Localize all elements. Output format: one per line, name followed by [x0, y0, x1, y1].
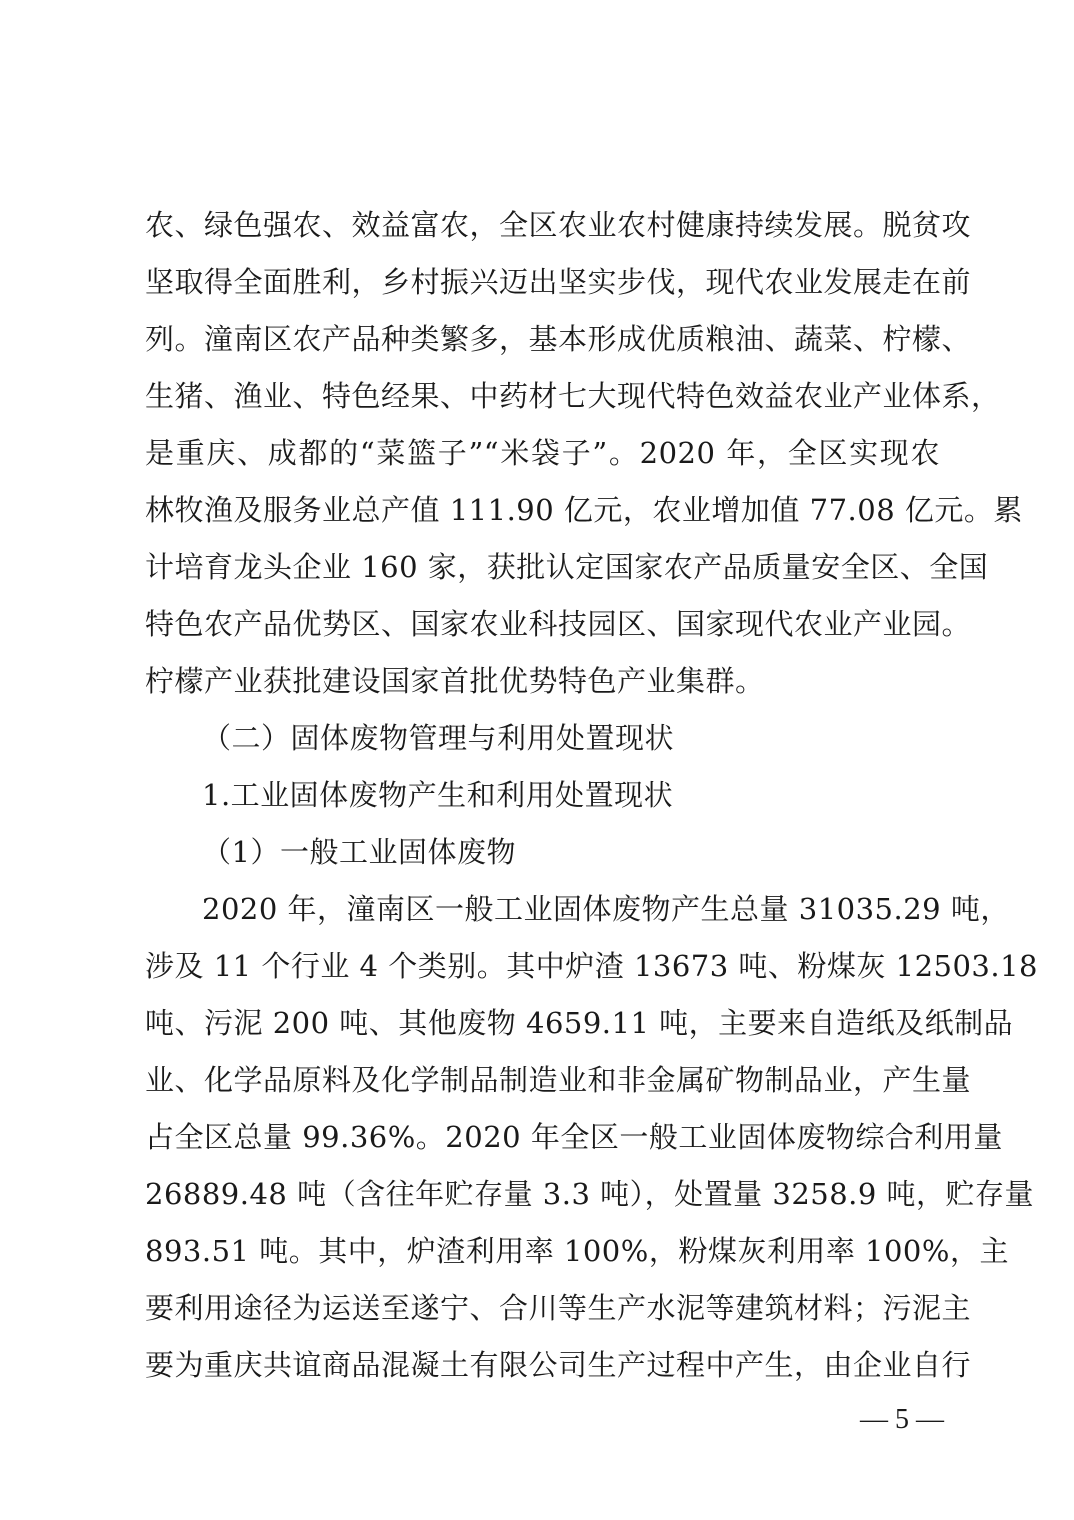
paragraph-line: 特色农产品优势区、国家农业科技园区、国家现代农业产业园。 [145, 607, 972, 641]
subsection-heading: 1.工业固体废物产生和利用处置现状 [202, 778, 674, 812]
section-heading: （二）固体废物管理与利用处置现状 [202, 721, 675, 755]
page-number: — 5 — [860, 1404, 944, 1435]
paragraph-line: 要为重庆共谊商品混凝土有限公司生产过程中产生，由企业自行 [145, 1348, 972, 1382]
paragraph-line: 生猪、渔业、特色经果、中药材七大现代特色效益农业产业体系， [145, 379, 1001, 413]
paragraph-line: 涉及 11 个行业 4 个类别。其中炉渣 13673 吨、粉煤灰 12503.18 [145, 949, 1039, 983]
paragraph-line: 要利用途径为运送至遂宁、合川等生产水泥等建筑材料；污泥主 [145, 1291, 972, 1325]
paragraph-line: 占全区总量 99.36%。2020 年全区一般工业固体废物综合利用量 [145, 1120, 1003, 1154]
paragraph-line: 列。潼南区农产品种类繁多，基本形成优质粮油、蔬菜、柠檬、 [145, 322, 972, 356]
paragraph-line: 893.51 吨。其中，炉渣利用率 100%，粉煤灰利用率 100%，主 [145, 1234, 1009, 1268]
paragraph-line: 吨、污泥 200 吨、其他废物 4659.11 吨，主要来自造纸及纸制品 [145, 1006, 1014, 1040]
paragraph-line: 业、化学品原料及化学制品制造业和非金属矿物制品业，产生量 [145, 1063, 972, 1097]
paragraph-line: 坚取得全面胜利，乡村振兴迈出坚实步伐，现代农业发展走在前 [145, 265, 972, 299]
paragraph-line: 2020 年，潼南区一般工业固体废物产生总量 31035.29 吨， [202, 892, 1010, 926]
paragraph-line: 柠檬产业获批建设国家首批优势特色产业集群。 [145, 664, 765, 698]
paragraph-line: 林牧渔及服务业总产值 111.90 亿元，农业增加值 77.08 亿元。累 [145, 493, 1023, 527]
paragraph-line: 是重庆、成都的“菜篮子”“米袋子”。2020 年，全区实现农 [145, 436, 940, 470]
subsubsection-heading: （1）一般工业固体废物 [202, 835, 516, 869]
paragraph-line: 计培育龙头企业 160 家，获批认定国家农产品质量安全区、全国 [145, 550, 989, 584]
paragraph-line: 26889.48 吨（含往年贮存量 3.3 吨），处置量 3258.9 吨，贮存量 [145, 1177, 1035, 1211]
paragraph-line: 农、绿色强农、效益富农，全区农业农村健康持续发展。脱贫攻 [145, 208, 972, 242]
